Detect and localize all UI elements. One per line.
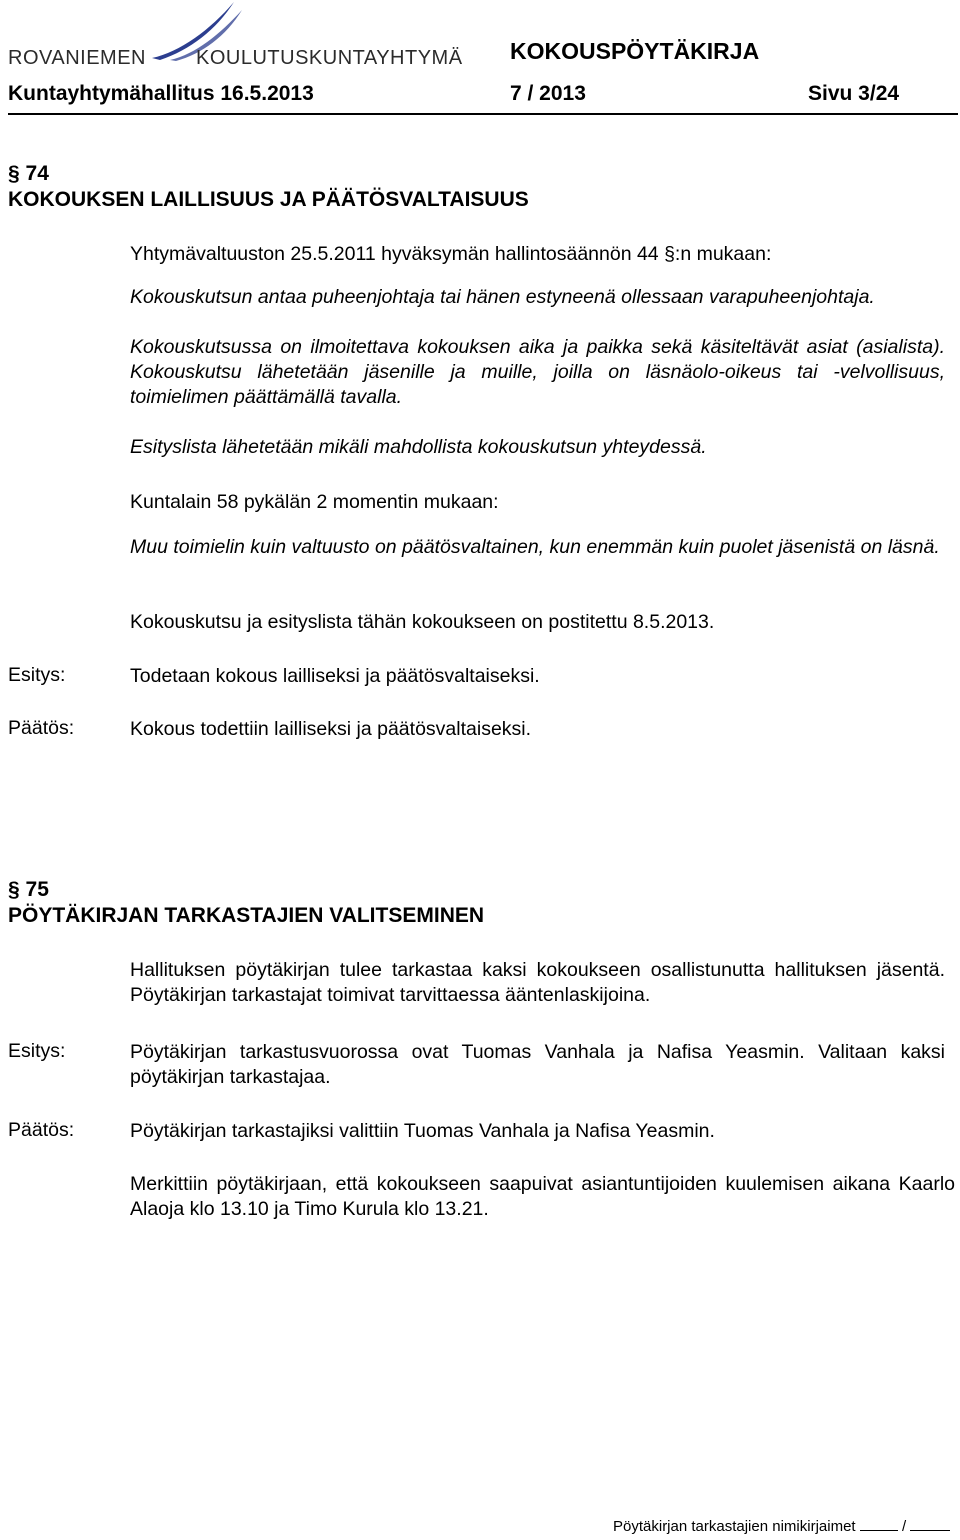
board-and-date: Kuntayhtymähallitus 16.5.2013 — [8, 82, 314, 105]
section-75-note: Merkittiin pöytäkirjaan, että kokoukseen saapuivat asiantuntijoiden kuulemisen aikana Kaarlo Alaoja klo 13.10 ja Timo Kurula klo 13.21. — [130, 1173, 955, 1220]
page-number: Sivu 3/24 — [808, 82, 900, 105]
signature-separator: / — [901, 1518, 907, 1535]
logo-org-name-1: ROVANIEMEN — [8, 47, 146, 69]
signature-blank-2 — [910, 1530, 950, 1531]
section-74-quote-2: Kokouskutsussa on ilmoitettava kokouksen aika ja paikka sekä käsiteltävät asiat (asialista). Kokouskutsu lähetetään jäsenille ja muille, joilla on läsnäolo-oikeus tai -velvollisuus, toimielimen päättämällä tavalla. — [130, 336, 945, 408]
section-74-law-intro: Kuntalain 58 pykälän 2 momentin mukaan: — [130, 491, 499, 513]
organization-logo — [0, 0, 480, 82]
header-divider — [8, 113, 958, 115]
section-74-quote-3: Esityslista lähetetään mikäli mahdollista kokouskutsun yhteydessä. — [130, 436, 707, 458]
document-type: KOKOUSPÖYTÄKIRJA — [510, 38, 760, 64]
section-75-title: PÖYTÄKIRJAN TARKASTAJIEN VALITSEMINEN — [8, 904, 485, 927]
section-75-proposal-label: Esitys: — [8, 1040, 66, 1062]
section-74-decision-label: Päätös: — [8, 717, 75, 739]
meeting-number: 7 / 2013 — [510, 82, 586, 105]
signature-initials-label: Pöytäkirjan tarkastajien nimikirjaimet — [613, 1518, 856, 1535]
section-74-decision: Kokous todettiin lailliseksi ja päätösvaltaiseksi. — [130, 718, 532, 740]
logo-org-name-2: KOULUTUSKUNTAYHTYMÄ — [196, 47, 463, 69]
section-74-law-quote: Muu toimielin kuin valtuusto on päätösvaltainen, kun enemmän kuin puolet jäsenistä on läsnä. — [130, 536, 940, 558]
section-74-mailed: Kokouskutsu ja esityslista tähän kokoukseen on postitettu 8.5.2013. — [130, 611, 715, 633]
section-75-decision: Pöytäkirjan tarkastajiksi valittiin Tuomas Vanhala ja Nafisa Yeasmin. — [130, 1120, 715, 1142]
section-75-decision-label: Päätös: — [8, 1119, 75, 1141]
section-75-number: § 75 — [8, 878, 49, 901]
section-74-proposal-label: Esitys: — [8, 664, 66, 686]
signature-initials-line — [613, 1518, 950, 1535]
section-74-proposal: Todetaan kokous lailliseksi ja päätösvaltaiseksi. — [130, 665, 540, 687]
section-75-intro: Hallituksen pöytäkirjan tulee tarkastaa kaksi kokoukseen osallistunutta hallituksen jäsentä. Pöytäkirjan tarkastajat toimivat tarvittaessa ääntenlaskijoina. — [130, 959, 945, 1006]
section-74-title: KOKOUKSEN LAILLISUUS JA PÄÄTÖSVALTAISUUS — [8, 188, 529, 211]
signature-blank-1 — [860, 1530, 898, 1531]
section-74-number: § 74 — [8, 162, 49, 185]
section-74-quote-1: Kokouskutsun antaa puheenjohtaja tai hänen estyneenä ollessaan varapuheenjohtaja. — [130, 286, 875, 308]
section-75-proposal: Pöytäkirjan tarkastusvuorossa ovat Tuomas Vanhala ja Nafisa Yeasmin. Valitaan kaksi pöytäkirjan tarkastajaa. — [130, 1041, 945, 1088]
section-74-intro: Yhtymävaltuuston 25.5.2011 hyväksymän hallintosäännön 44 §:n mukaan: — [130, 243, 772, 265]
